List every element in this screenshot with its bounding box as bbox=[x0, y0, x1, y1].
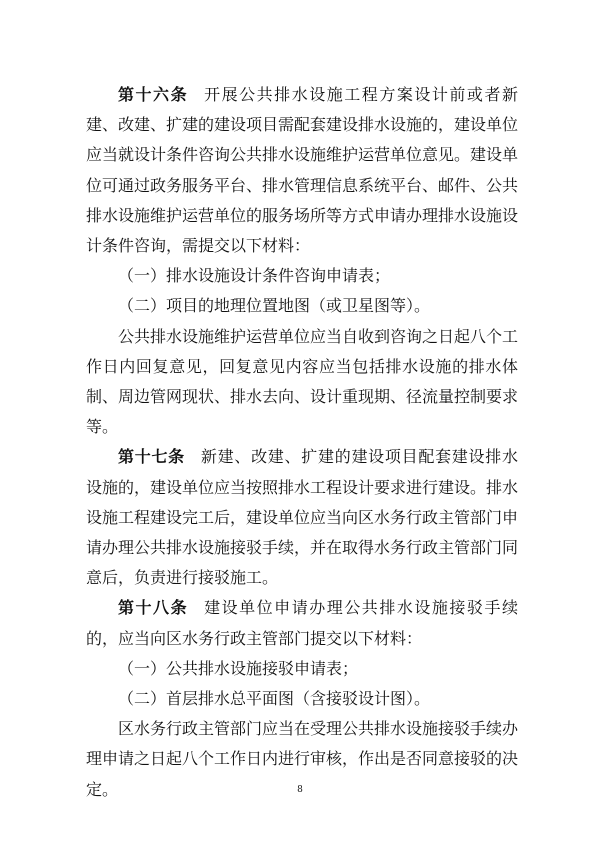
list-item: （一）公共排水设施接驳申请表； bbox=[118, 658, 359, 678]
article-text: 建设单位申请办理公共排水设施接驳手续的，应当向区水务行政主管部门提交以下材料： bbox=[86, 598, 518, 648]
article-18 bbox=[86, 593, 518, 653]
article-number: 第十六条 bbox=[118, 85, 189, 104]
article-16 bbox=[86, 80, 518, 261]
page-number: 8 bbox=[297, 785, 303, 795]
article-closing: 区水务行政主管部门应当在受理公共排水设施接驳手续办理申请之日起八个工作日内进行审核，作出是否同意接驳的决定。 bbox=[86, 719, 519, 799]
list-item: （一）排水设施设计条件咨询申请表； bbox=[118, 266, 391, 286]
article-number: 第十八条 bbox=[118, 598, 189, 618]
article-text: 开展公共排水设施工程方案设计前或者新建、改建、扩建的建设项目需配套建设排水设施的，建设单位应当就设计条件咨询公共排水设施维护运营单位意见。建设单位可通过政务服务平台、排水管理信息系统平台、邮件、公共排水设施维护运营单位的服务场所等方式申请办理排水设施设计条件咨询，需提交以下材料： bbox=[86, 85, 519, 256]
document-body bbox=[86, 80, 518, 805]
article-closing: 公共排水设施维护运营单位应当自收到咨询之日起八个工作日内回复意见，回复意见内容应当包括排水设施的排水体制、周边管网现状、排水去向、设计重现期、径流量控制要求等。 bbox=[86, 326, 519, 437]
article-number: 第十七条 bbox=[118, 447, 185, 467]
list-item: （二）项目的地理位置地图（或卫星图等）。 bbox=[118, 296, 431, 316]
list-item: （二）首层排水总平面图（含接驳设计图）。 bbox=[118, 689, 431, 709]
article-17 bbox=[86, 442, 518, 593]
article-text: 新建、改建、扩建的建设项目配套建设排水设施的，建设单位应当按照排水工程设计要求进行建设。排水设施工程建设完工后，建设单位应当向区水务行政主管部门申请办理公共排水设施接驳手续，并在取得水务行政主管部门同意后，负责进行接驳施工。 bbox=[86, 447, 519, 588]
